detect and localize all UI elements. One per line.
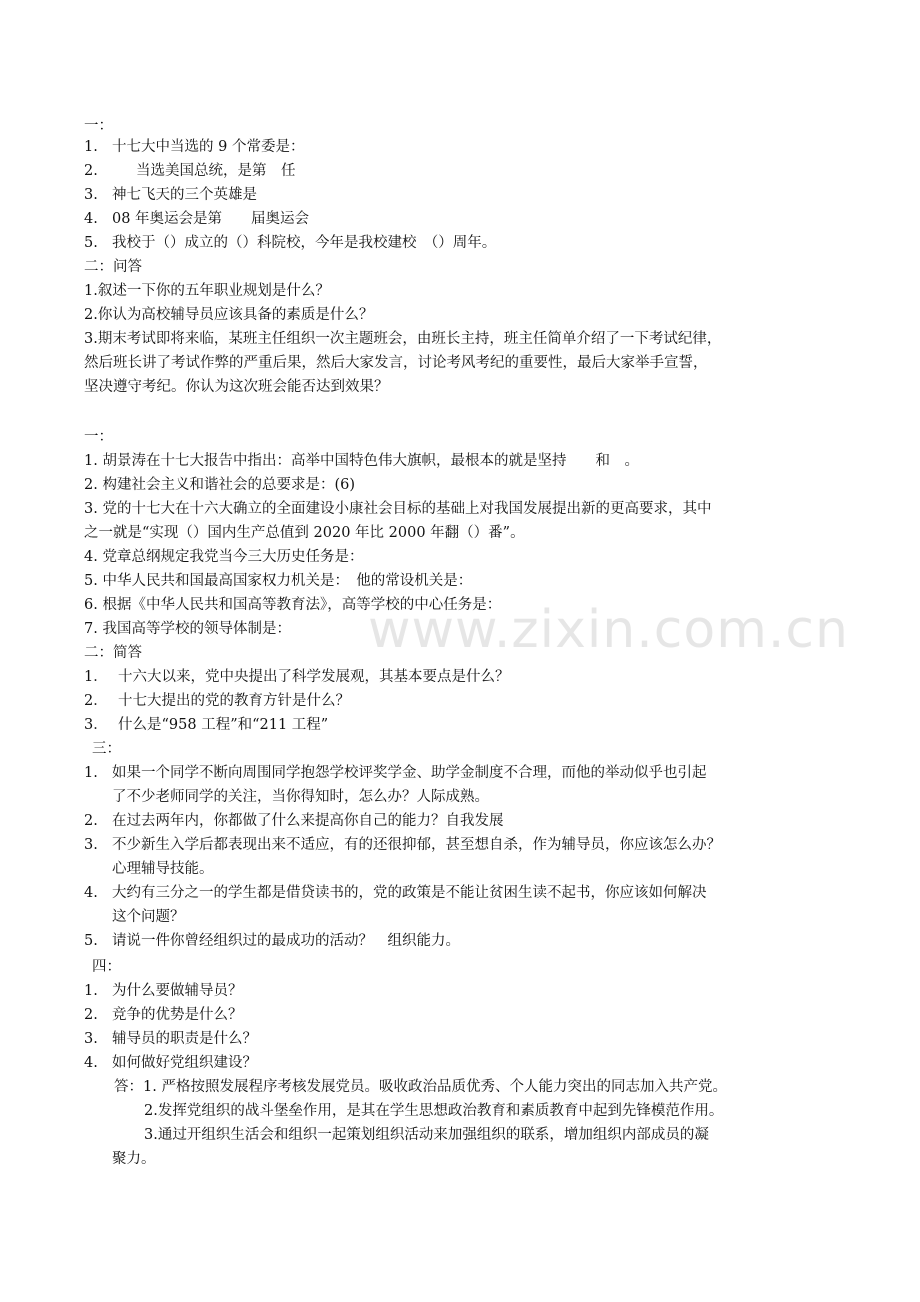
answer-line: 2.发挥党组织的战斗堡垒作用，是其在学生思想政治教育和素质教育中起到先锋模范作用。 xyxy=(144,1103,724,1119)
item-text: 十七大中当选的 9 个常委是： xyxy=(112,139,305,155)
item-text: 竞争的优势是什么？ xyxy=(112,1007,243,1023)
question-line: 然后班长讲了考试作弊的严重后果，然后大家发言，讨论考风考纪的重要性，最后大家举手宣誓， xyxy=(84,355,708,371)
section-heading: 一： xyxy=(84,429,113,445)
fill-item: 4. 党章总纲规定我党当今三大历史任务是： xyxy=(84,549,364,565)
answer-line: 答：1. 严格按照发展程序考核发展党员。吸收政治品质优秀、个人能力突出的同志加入共产党。 xyxy=(114,1079,727,1095)
question-line: 坚决遵守考纪。你认为这次班会能否达到效果？ xyxy=(84,379,389,395)
item-text: 大约有三分之一的学生都是借贷读书的，党的政策是不能让贫困生读不起书，你应该如何解决 xyxy=(112,885,707,901)
item-text: 十七大提出的党的教育方针是什么？ xyxy=(118,693,350,709)
fill-item: 7. 我国高等学校的领导体制是： xyxy=(84,621,291,637)
fill-item: 3. 党的十七大在十六大确立的全面建设小康社会目标的基础上对我国发展提出新的更高要求，其中 xyxy=(84,501,712,517)
answer-line: 3.通过开组织生活会和组织一起策划组织活动来加强组织的联系，增加组织内部成员的凝 xyxy=(144,1127,709,1143)
fill-item: 6. 根据《中华人民共和国高等教育法》，高等学校的中心任务是： xyxy=(84,597,502,613)
item-text: 请说一件你曾经组织过的最成功的活动？ 组织能力。 xyxy=(112,933,460,949)
item-text: 在过去两年内，你都做了什么来提高你自己的能力？自我发展 xyxy=(112,813,504,829)
item-number: 1. xyxy=(84,983,98,999)
item-number: 2. xyxy=(84,1007,98,1023)
item-number: 1. xyxy=(84,139,98,155)
question-line: 3.期末考试即将来临，某班主任组织一次主题班会，由班长主持，班主任简单介绍了一下考试纪律， xyxy=(84,331,722,347)
fill-item: 5. 中华人民共和国最高国家权力机关是： 他的常设机关是： xyxy=(84,573,473,589)
question-line: 2.你认为高校辅导员应该具备的素质是什么？ xyxy=(84,307,374,323)
item-text: 神七飞天的三个英雄是 xyxy=(112,187,257,203)
item-text: 十六大以来，党中央提出了科学发展观，其基本要点是什么？ xyxy=(118,669,510,685)
section-heading: 二：简答 xyxy=(84,645,142,661)
item-text: 如果一个同学不断向周围同学抱怨学校评奖学金、助学金制度不合理，而他的举动似乎也引起 xyxy=(112,765,707,781)
item-text: 什么是“958 工程”和“211 工程” xyxy=(118,717,329,733)
question-line: 1.叙述一下你的五年职业规划是什么？ xyxy=(84,283,330,299)
item-number: 1． xyxy=(84,669,108,685)
item-number: 2. xyxy=(84,813,98,829)
item-number: 3． xyxy=(84,717,108,733)
section-heading: 二：问答 xyxy=(84,259,142,275)
item-number: 5. xyxy=(84,235,98,251)
item-text-continued: 心理辅导技能。 xyxy=(112,861,214,877)
fill-item: 2. 构建社会主义和谐社会的总要求是：(6) xyxy=(84,477,355,493)
section-heading: 一： xyxy=(84,118,113,134)
fill-item-continued: 之一就是“实现（）国内生产总值到 2020 年比 2000 年翻（）番”。 xyxy=(84,525,525,541)
item-number: 5. xyxy=(84,933,98,949)
item-number: 4. xyxy=(84,885,98,901)
item-text: 08 年奥运会是第 届奥运会 xyxy=(112,211,310,227)
item-text: 当选美国总统，是第 任 xyxy=(136,163,296,179)
item-number: 1. xyxy=(84,765,98,781)
item-number: 2． xyxy=(84,693,108,709)
item-number: 3. xyxy=(84,187,98,203)
item-number: 4. xyxy=(84,1055,98,1071)
item-text-continued: 这个问题？ xyxy=(112,909,185,925)
watermark: www.zixin.com.cn xyxy=(368,600,849,660)
item-text: 为什么要做辅导员？ xyxy=(112,983,243,999)
fill-item: 1. 胡景涛在十七大报告中指出：高举中国特色伟大旗帜，最根本的就是坚持 和 。 xyxy=(84,453,639,469)
item-text-continued: 了不少老师同学的关注，当你得知时，怎么办？人际成熟。 xyxy=(112,789,489,805)
section-heading: 三： xyxy=(92,741,121,757)
item-number: 3. xyxy=(84,837,98,853)
item-text: 如何做好党组织建设？ xyxy=(112,1055,257,1071)
item-text: 辅导员的职责是什么？ xyxy=(112,1031,257,1047)
item-text: 我校于（）成立的（）科院校，今年是我校建校 （）周年。 xyxy=(112,235,497,251)
section-heading: 四： xyxy=(92,959,121,975)
answer-line-continued: 聚力。 xyxy=(112,1151,156,1167)
item-number: 3. xyxy=(84,1031,98,1047)
item-text: 不少新生入学后都表现出来不适应，有的还很抑郁，甚至想自杀，作为辅导员，你应该怎么办？ xyxy=(112,837,721,853)
item-number: 2. xyxy=(84,163,98,179)
item-number: 4. xyxy=(84,211,98,227)
